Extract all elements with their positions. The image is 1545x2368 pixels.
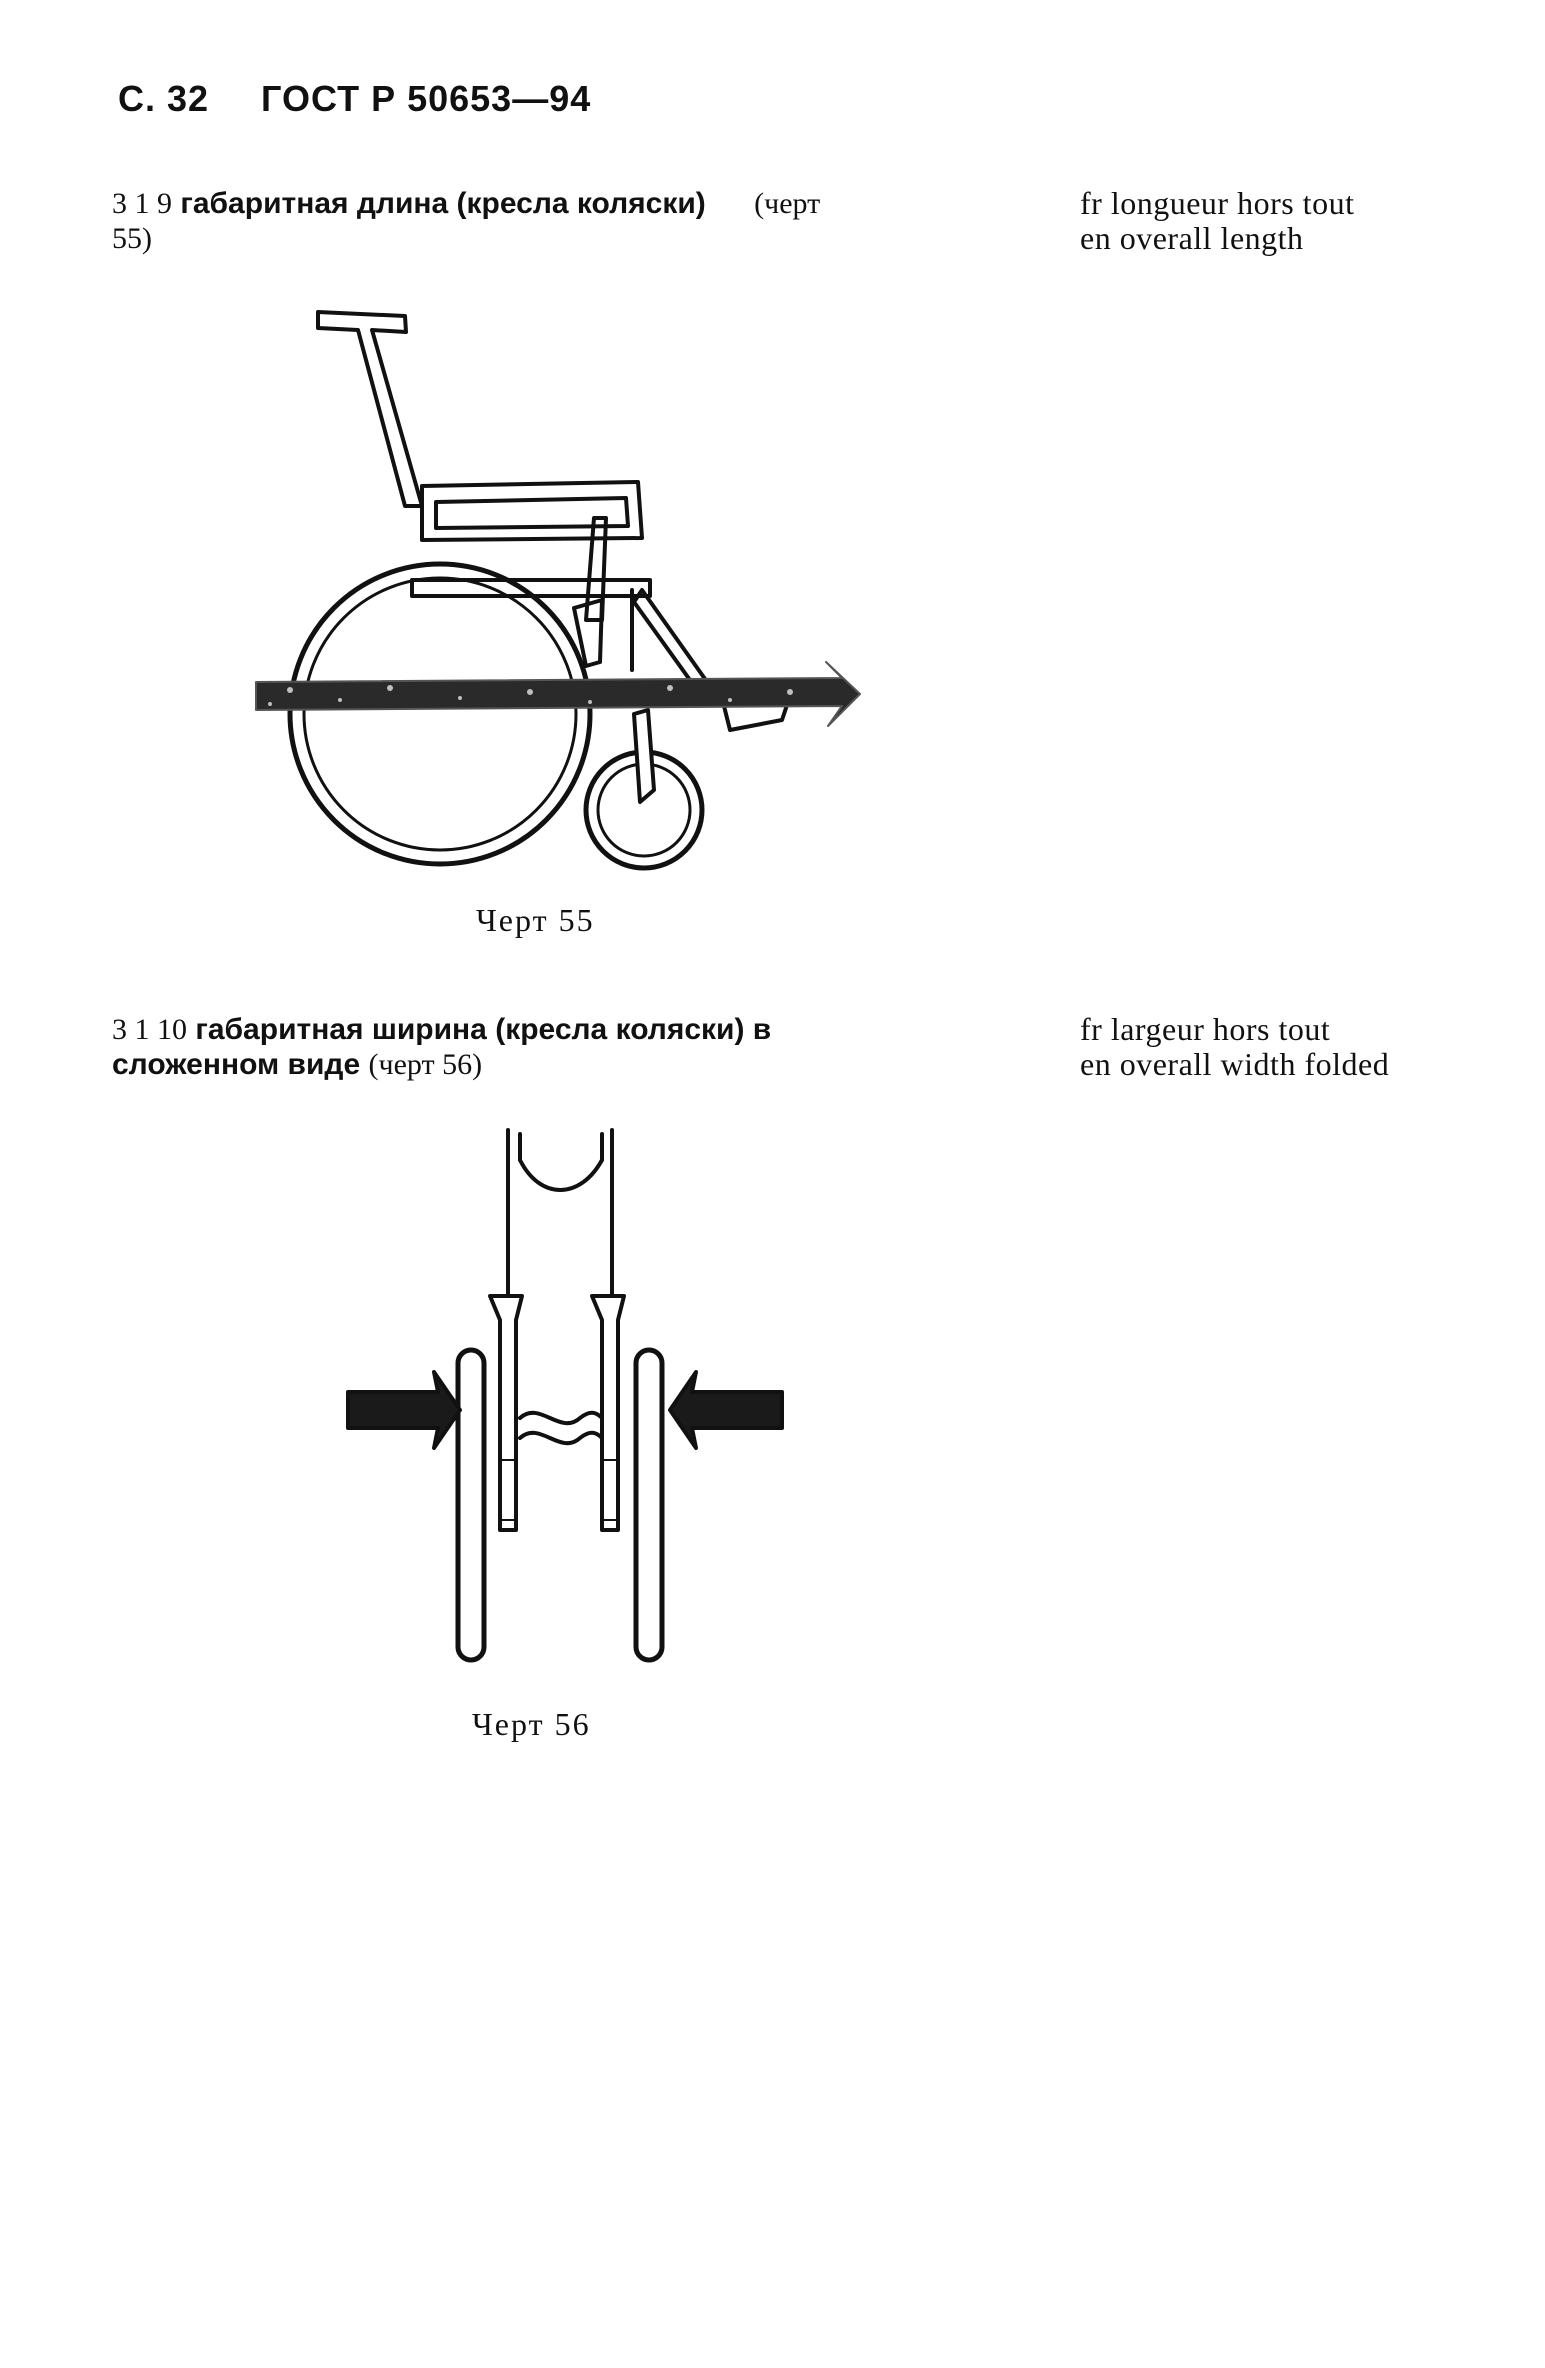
- figure-55-caption: Черт 55: [476, 902, 595, 938]
- figure-ref: (черт 56): [368, 1048, 483, 1081]
- term-text: габаритная длина (кресла коляски): [180, 187, 706, 220]
- term-3-1-9: [112, 186, 972, 256]
- figure-ref-cont: 55): [112, 222, 152, 255]
- figure-56-folded-wheelchair: [340, 1120, 790, 1680]
- standard-code: ГОСТ Р 50653—94: [261, 78, 592, 119]
- term-3-1-10: [112, 1012, 972, 1082]
- page-header: [118, 78, 643, 120]
- french-equivalent: fr longueur hors tout: [1080, 185, 1355, 221]
- page-number: С. 32: [118, 78, 210, 119]
- english-equivalent: en overall width folded: [1080, 1046, 1390, 1082]
- english-equivalent: en overall length: [1080, 220, 1304, 256]
- term-text-line1: габаритная ширина (кресла коляски) в: [195, 1013, 772, 1046]
- term-number: 3 1 9: [112, 187, 172, 220]
- figure-ref: (черт: [754, 187, 821, 220]
- term-number: 3 1 10: [112, 1013, 187, 1046]
- figure-55-wheelchair-side: [230, 290, 890, 910]
- equivalents-3-1-9: [1080, 186, 1520, 256]
- term-text-line2: сложенном виде: [112, 1048, 361, 1081]
- figure-56-caption: Черт 56: [472, 1706, 591, 1742]
- french-equivalent: fr largeur hors tout: [1080, 1011, 1331, 1047]
- equivalents-3-1-10: [1080, 1012, 1520, 1082]
